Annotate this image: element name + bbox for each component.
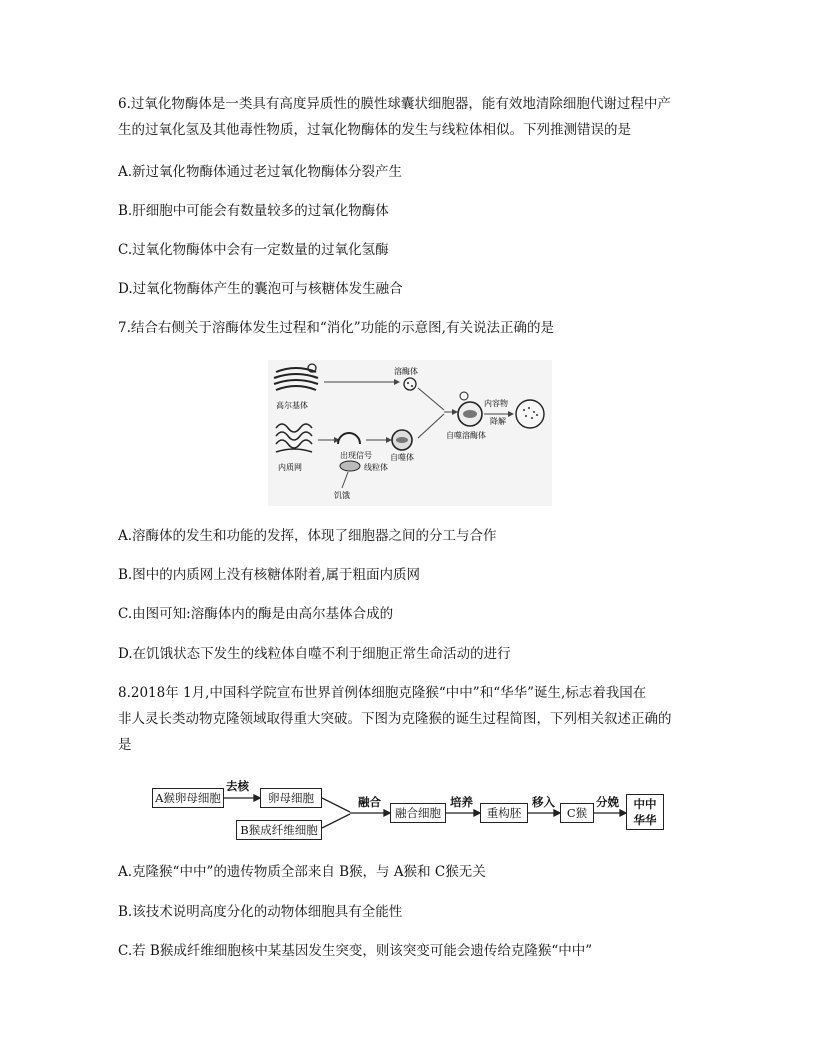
q6-option-c: C.过氧化物酶体中会有一定数量的过氧化氢酶 — [118, 242, 389, 258]
transfer-label: 移入 — [532, 795, 555, 809]
result-line1: 中中 — [633, 797, 657, 811]
q7-stem: 7.结合右侧关于溶酶体发生过程和“消化”功能的示意图,有关说法正确的是 — [118, 320, 554, 336]
golgi-label: 高尔基体 — [276, 401, 308, 410]
culture-label: 培养 — [450, 795, 473, 809]
enucleate-label: 去核 — [226, 779, 249, 793]
oocyte-box: 卵母细胞 — [260, 788, 322, 808]
a-egg-box: A猴卵母细胞 — [152, 788, 224, 808]
q6-option-a: A.新过氧化物酶体通过老过氧化物酶体分裂产生 — [118, 164, 403, 180]
fuse-label: 融合 — [358, 795, 381, 809]
result-box — [626, 794, 664, 830]
autolysosome-label: 自噬溶酶体 — [446, 431, 486, 440]
degrade-label-2: 降解 — [490, 417, 506, 426]
q7-option-a: A.溶酶体的发生和功能的发挥，体现了细胞器之间的分工与合作 — [118, 528, 497, 544]
lysosome-diagram — [268, 360, 552, 506]
q8-stem-line1: 8.2018年 1月,中国科学院宣布世界首例体细胞克隆猴“中中”和“华华”诞生,标志着我国在 — [118, 685, 647, 701]
q6-option-b: B.肝细胞中可能会有数量较多的过氧化物酶体 — [118, 203, 389, 219]
b-fibro-box: B猴成纤维细胞 — [236, 820, 322, 840]
mito-shape — [340, 461, 360, 471]
fused-cell-box: 融合细胞 — [390, 803, 446, 823]
autophagosome-label: 自噬体 — [390, 453, 414, 462]
hunger-label: 饥饿 — [334, 491, 350, 500]
degraded-vesicle-shape — [516, 400, 544, 428]
q7-option-d: D.在饥饿状态下发生的线粒体自噬不利于细胞正常生命活动的进行 — [118, 646, 511, 662]
mito-label: 线粒体 — [364, 463, 388, 472]
q8-stem-line2: 非人灵长类动物克隆领域取得重大突破。下图为克隆猴的诞生过程简图，下列相关叙述正确的 — [118, 711, 672, 727]
q6-stem-line2: 生的过氧化氢及其他毒性物质，过氧化物酶体的发生与线粒体相似。下列推测错误的是 — [118, 122, 631, 138]
result-line2: 华华 — [633, 813, 657, 827]
q8-option-a: A.克隆猴“中中”的遗传物质全部来自 B猴，与 A猴和 C猴无关 — [118, 864, 486, 880]
er-label: 内质网 — [278, 463, 302, 472]
degrade-label-1: 内容物 — [484, 399, 508, 408]
q6-option-d: D.过氧化物酶体产生的囊泡可与核糖体发生融合 — [118, 281, 403, 297]
signal-label: 出现信号 — [340, 451, 372, 460]
q7-option-c: C.由图可知:溶酶体内的酶是由高尔基体合成的 — [118, 606, 394, 622]
q6-stem-line1: 6.过氧化物酶体是一类具有高度异质性的膜性球囊状细胞器，能有效地清除细胞代谢过程中产 — [118, 96, 671, 112]
q8-option-c: C.若 B猴成纤维细胞核中某基因发生突变，则该突变可能会遗传给克隆猴“中中” — [118, 943, 593, 959]
embryo-box: 重构胚 — [480, 803, 528, 823]
birth-label: 分娩 — [596, 795, 619, 809]
c-monkey-box: C猴 — [560, 803, 594, 823]
q7-option-b: B.图中的内质网上没有核糖体附着,属于粗面内质网 — [118, 567, 421, 583]
q8-option-b: B.该技术说明高度分化的动物体细胞具有全能性 — [118, 904, 403, 920]
q8-stem-line3: 是 — [118, 737, 132, 753]
cloning-flowchart — [150, 780, 670, 850]
lysosome-label: 溶酶体 — [394, 367, 418, 376]
lysosome-diagram-svg — [268, 360, 552, 506]
